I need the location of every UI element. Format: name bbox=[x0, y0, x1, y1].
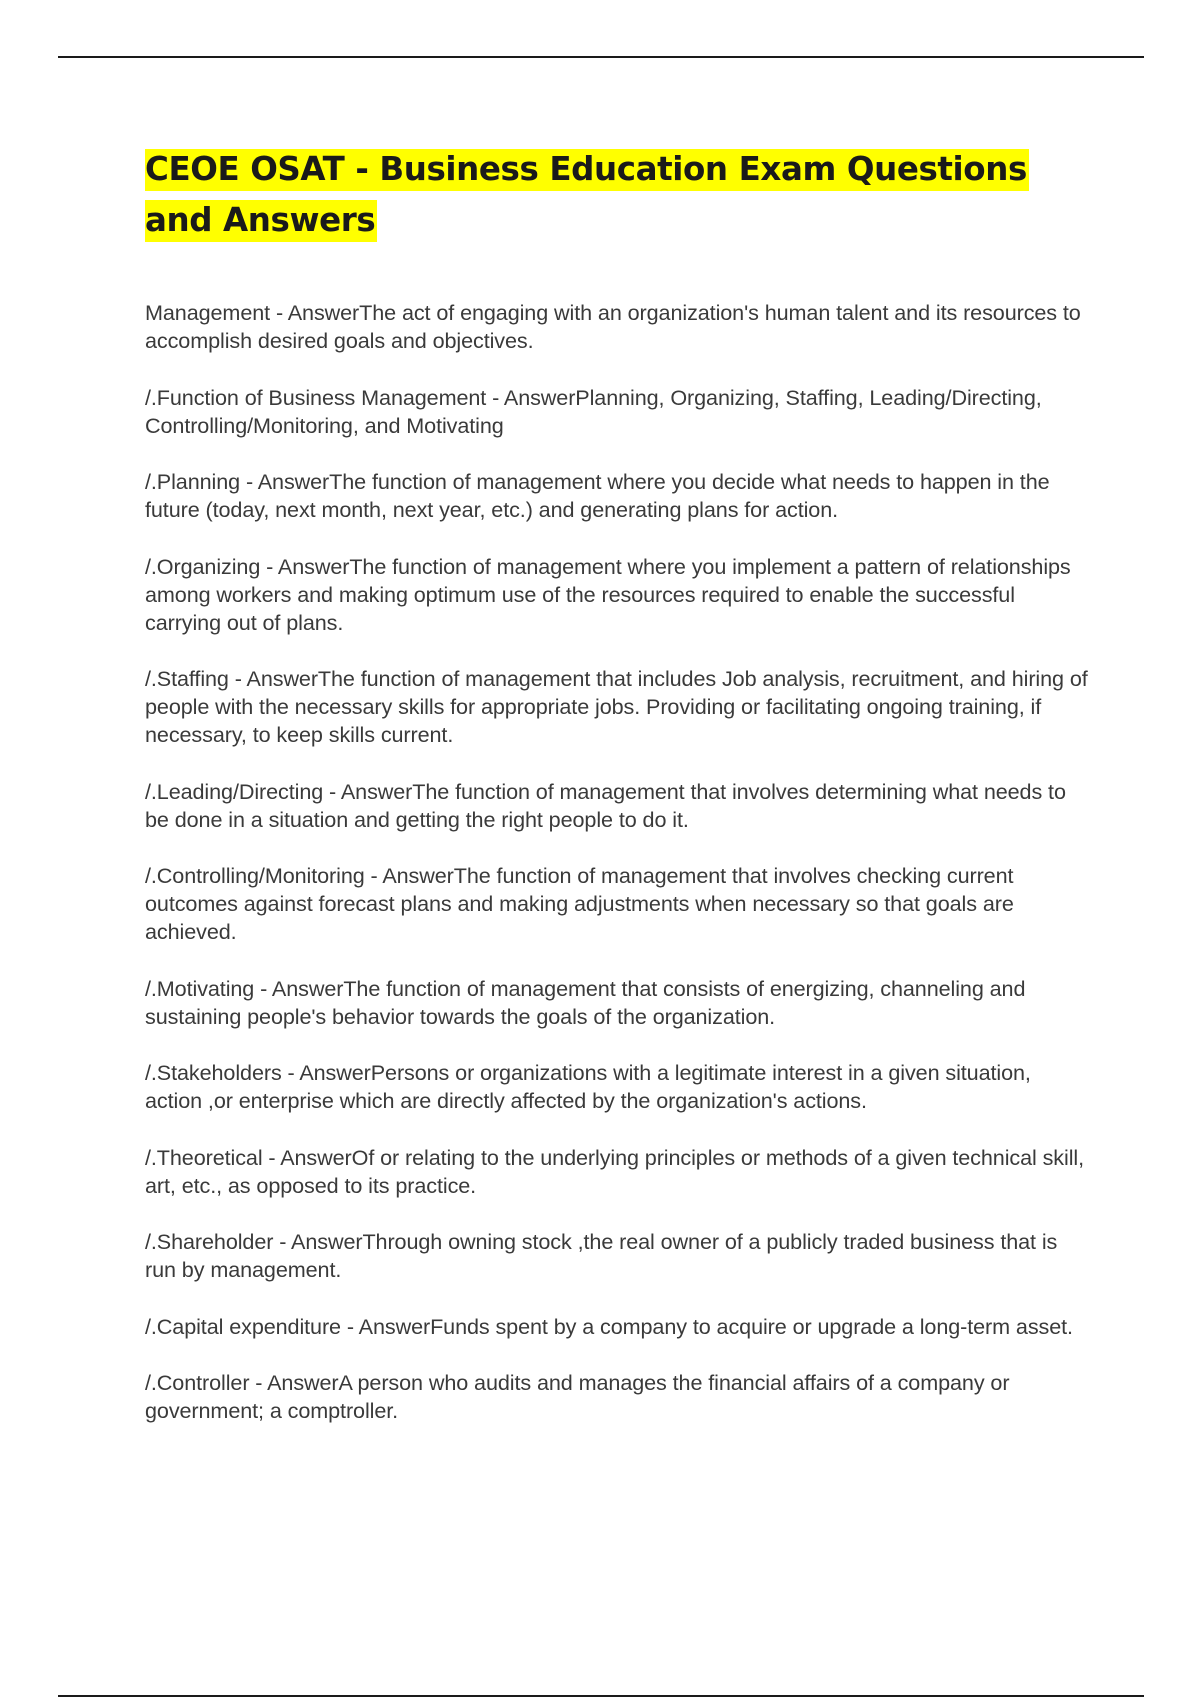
qa-entry: Management - AnswerThe act of engaging with an organization's human talent and its resources to accomplish desired goals and objectives. bbox=[145, 300, 1081, 353]
document-body bbox=[145, 144, 1090, 1454]
qa-entry: /.Organizing - AnswerThe function of management where you implement a pattern of relationships among workers and making optimum use of the resources required to enable the successful carrying out of plans. bbox=[145, 553, 1071, 635]
qa-entry: /.Controller - AnswerA person who audits and manages the financial affairs of a company or government; a comptroller. bbox=[145, 1370, 1010, 1423]
top-rule bbox=[58, 56, 1144, 58]
document-title bbox=[145, 144, 1090, 246]
title-highlight: CEOE OSAT - Business Education Exam Questions and Answers bbox=[145, 149, 1029, 242]
qa-entry: /.Theoretical - AnswerOf or relating to the underlying principles or methods of a given technical skill, art, etc., as opposed to its practice. bbox=[145, 1144, 1084, 1198]
qa-entry: /.Shareholder - AnswerThrough owning stock ,the real owner of a publicly traded business that is run by management. bbox=[145, 1229, 1058, 1282]
qa-list bbox=[145, 299, 1090, 1425]
bottom-rule bbox=[58, 1695, 1144, 1697]
qa-entry: /.Motivating - AnswerThe function of management that consists of energizing, channeling and sustaining people's behavior towards the goals of the organization. bbox=[145, 975, 1026, 1029]
qa-entry: /.Planning - AnswerThe function of management where you decide what needs to happen in the future (today, next month, next year, etc.) and generating plans for action. bbox=[145, 469, 1050, 522]
qa-entry: /.Capital expenditure - AnswerFunds spent by a company to acquire or upgrade a long-term asset. bbox=[145, 1313, 1073, 1339]
qa-entry: /.Controlling/Monitoring - AnswerThe function of management that involves checking current outcomes against forecast plans and making adjustments when necessary so that goals are achieved. bbox=[145, 863, 1014, 944]
qa-entry: /.Stakeholders - AnswerPersons or organizations with a legitimate interest in a given situation, action ,or enterprise which are directly affected by the organization's actions. bbox=[145, 1060, 1031, 1113]
qa-entry: /.Function of Business Management - AnswerPlanning, Organizing, Staffing, Leading/Directing, Controlling/Monitoring, and Motivating bbox=[145, 384, 1042, 438]
qa-entry: /.Leading/Directing - AnswerThe function of management that involves determining what needs to be done in a situation and getting the right people to do it. bbox=[145, 778, 1066, 832]
qa-entry: /.Staffing - AnswerThe function of management that includes Job analysis, recruitment, and hiring of people with the necessary skills for appropriate jobs. Providing or facilitating ongoing training, if necessary, to keep skills current. bbox=[145, 666, 1088, 747]
